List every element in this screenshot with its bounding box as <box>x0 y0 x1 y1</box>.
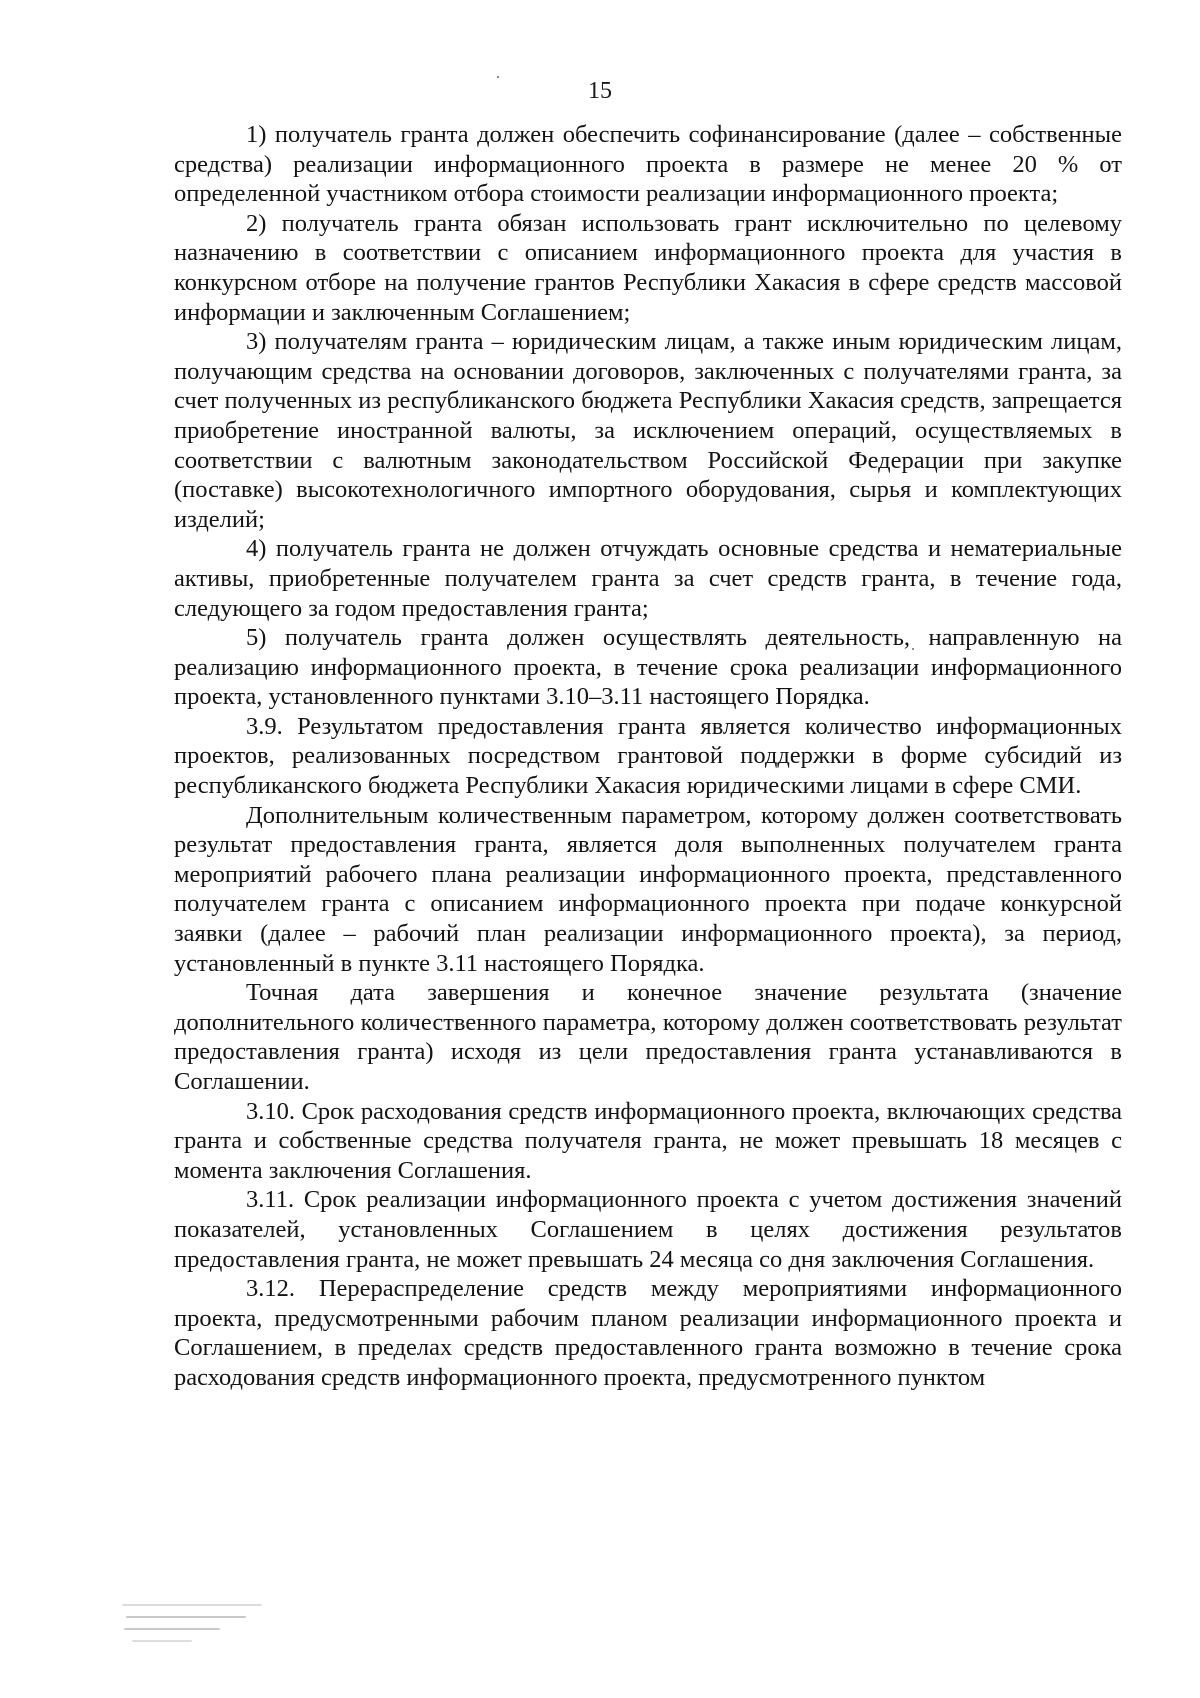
paragraph-exact-date: Точная дата завершения и конечное значение результата (значение дополнительного количественного параметра, которому должен соответствовать результат предоставления гранта) исходя из цели предоставления гранта устанавливаются в Соглашении. <box>174 979 1122 1095</box>
paragraph-item-5: 5) получатель гранта должен осуществлять деятельность, направленную на реализацию информационного проекта, в течение срока реализации информационного проекта, установленного пунктами 3.10–3.11 настоящего Порядка. <box>174 624 1122 711</box>
smudge-line <box>124 1628 220 1630</box>
paragraph-section-3-10: 3.10. Срок расходования средств информационного проекта, включающих средства гранта и собственные средства получателя гранта, не может превышать 18 месяцев с момента заключения Соглашения. <box>174 1097 1122 1184</box>
paragraph-section-3-9: 3.9. Результатом предоставления гранта является количество информационных проектов, реализованных посредством грантовой поддержки в форме субсидий из республиканского бюджета Республики Хакасия юридическими лицами в сфере СМИ. <box>174 712 1122 800</box>
document-body <box>174 120 1122 1393</box>
paragraph-item-4: 4) получатель гранта не должен отчуждать основные средства и нематериальные активы, приобретенные получателем гранта за счет средств гранта, в течение года, следующего за годом предоставления гранта; <box>174 535 1122 622</box>
paragraph-additional-parameter: Дополнительным количественным параметром, которому должен соответствовать результат предоставления гранта, является доля выполненных получателем гранта мероприятий рабочего плана реализации информационного проекта, представленного получателем гранта с описанием информационного проекта при подаче конкурсной заявки (далее – рабочий план реализации информационного проекта), за период, установленный в пункте 3.11 настоящего Порядка. <box>174 801 1122 977</box>
paragraph-item-1: 1) получатель гранта должен обеспечить софинансирование (далее – собственные средства) реализации информационного проекта в размере не менее 20 % от определенной участником отбора стоимости реализации информационного проекта; <box>174 121 1122 208</box>
paragraph-item-3: 3) получателям гранта – юридическим лицам, а также иным юридическим лицам, получающим средства на основании договоров, заключенных с получателями гранта, за счет полученных из республиканского бюджета Республики Хакасия средств, запрещается приобретение иностранной валюты, за исключением операций, осуществляемых в соответствии с валютным законодательством Российской Федерации при закупке (поставке) высокотехнологичного импортного оборудования, сырья и комплектующих изделий; <box>174 328 1122 533</box>
smudge-line <box>122 1604 262 1606</box>
smudge-line <box>126 1616 246 1618</box>
paragraph-section-3-11: 3.11. Срок реализации информационного проекта с учетом достижения значений показателей, установленных Соглашением в целях достижения результатов предоставления гранта, не может превышать 24 месяца со дня заключения Соглашения. <box>174 1186 1122 1273</box>
scan-smudge <box>122 1602 272 1662</box>
scan-speck <box>497 76 499 78</box>
paragraph-section-3-12: 3.12. Перераспределение средств между мероприятиями информационного проекта, предусмотренными рабочим планом реализации информационного проекта и Соглашением, в пределах средств предоставленного гранта возможно в течение срока расходования средств информационного проекта, предусмотренного пунктом <box>174 1275 1122 1391</box>
smudge-line <box>132 1640 192 1642</box>
paragraph-item-2: 2) получатель гранта обязан использовать грант исключительно по целевому назначению в соответствии с описанием информационного проекта для участия в конкурсном отборе на получение грантов Республики Хакасия в сфере средств массовой информации и заключенным Соглашением; <box>174 209 1122 326</box>
page-number: 15 <box>588 78 612 104</box>
